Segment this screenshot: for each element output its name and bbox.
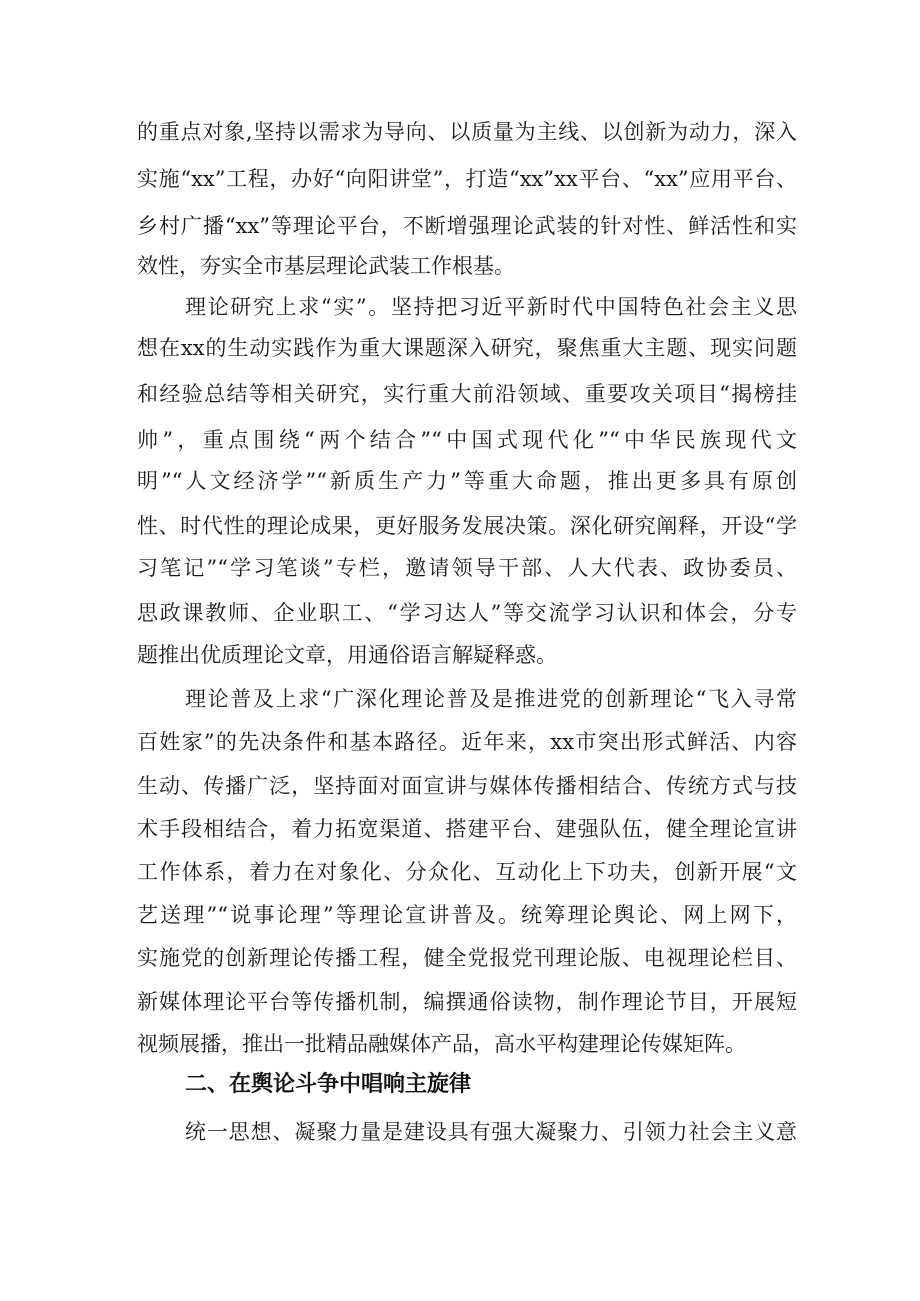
paragraph-2-line-5: 明”“人文经济学”“新质生产力”等重大命题，推出更多具有原创 bbox=[137, 469, 797, 493]
paragraph-3-line-3: 生动、传播广泛，坚持面对面宣讲与媒体传播相结合、传统方式与技 bbox=[137, 774, 797, 798]
paragraph-2-line-3: 和经验总结等相关研究，实行重大前沿领域、重要攻关项目“揭榜挂 bbox=[137, 382, 797, 406]
paragraph-4-line-1: 统一思想、凝聚力量是建设具有强大凝聚力、引领力社会主义意 bbox=[185, 1120, 797, 1144]
paragraph-2-line-4: 帅”，重点围绕“两个结合”“中国式现代化”“中华民族现代文 bbox=[137, 428, 797, 452]
paragraph-3-line-9: 视频展播，推出一批精品融媒体产品，高水平构建理论传媒矩阵。 bbox=[137, 1032, 746, 1056]
paragraph-2-line-8: 思政课教师、企业职工、“学习达人”等交流学习认识和体会，分专 bbox=[137, 601, 797, 625]
paragraph-2-line-7: 习笔记”“学习笔谈”专栏，邀请领导干部、人大代表、政协委员、 bbox=[137, 556, 797, 580]
paragraph-2-line-1: 理论研究上求“实”。坚持把习近平新时代中国特色社会主义思 bbox=[185, 295, 797, 319]
paragraph-3-line-6: 艺送理”“说事论理”等理论宣讲普及。统筹理论舆论、网上网下， bbox=[137, 903, 797, 927]
paragraph-3-line-8: 新媒体理论平台等传播机制，编撰通俗读物，制作理论节目，开展短 bbox=[137, 990, 797, 1014]
paragraph-2-line-2: 想在xx的生动实践作为重大课题深入研究，聚焦重大主题、现实问题 bbox=[137, 336, 797, 360]
paragraph-2-line-9: 题推出优质理论文章，用通俗语言解疑释惑。 bbox=[137, 643, 557, 667]
paragraph-1-line-1: 的重点对象,坚持以需求为导向、以质量为主线、以创新为动力，深入 bbox=[137, 120, 797, 144]
paragraph-1-line-4: 效性，夯实全市基层理论武装工作根基。 bbox=[137, 254, 515, 278]
paragraph-3-line-1: 理论普及上求“广深化理论普及是推进党的创新理论“飞入寻常 bbox=[185, 687, 797, 711]
paragraph-3-line-4: 术手段相结合，着力拓宽渠道、搭建平台、建强队伍，健全理论宣讲 bbox=[137, 817, 797, 841]
paragraph-3-line-7: 实施党的创新理论传播工程，健全党报党刊理论版、电视理论栏目、 bbox=[137, 946, 797, 970]
section-heading: 二、在舆论斗争中唱响主旋律 bbox=[185, 1072, 472, 1097]
paragraph-3-line-2: 百姓家”的先决条件和基本路径。近年来，xx市突出形式鲜活、内容 bbox=[137, 730, 797, 754]
paragraph-2-line-6: 性、时代性的理论成果，更好服务发展决策。深化研究阐释，开设“学 bbox=[137, 514, 797, 538]
paragraph-3-line-5: 工作体系，着力在对象化、分众化、互动化上下功夫，创新开展“文 bbox=[137, 860, 797, 884]
paragraph-1-line-3: 乡村广播“xx”等理论平台，不断增强理论武装的针对性、鲜活性和实 bbox=[137, 214, 797, 238]
paragraph-1-line-2: 实施“xx”工程，办好“向阳讲堂”，打造“xx”xx平台、“xx”应用平台、 bbox=[137, 167, 797, 191]
